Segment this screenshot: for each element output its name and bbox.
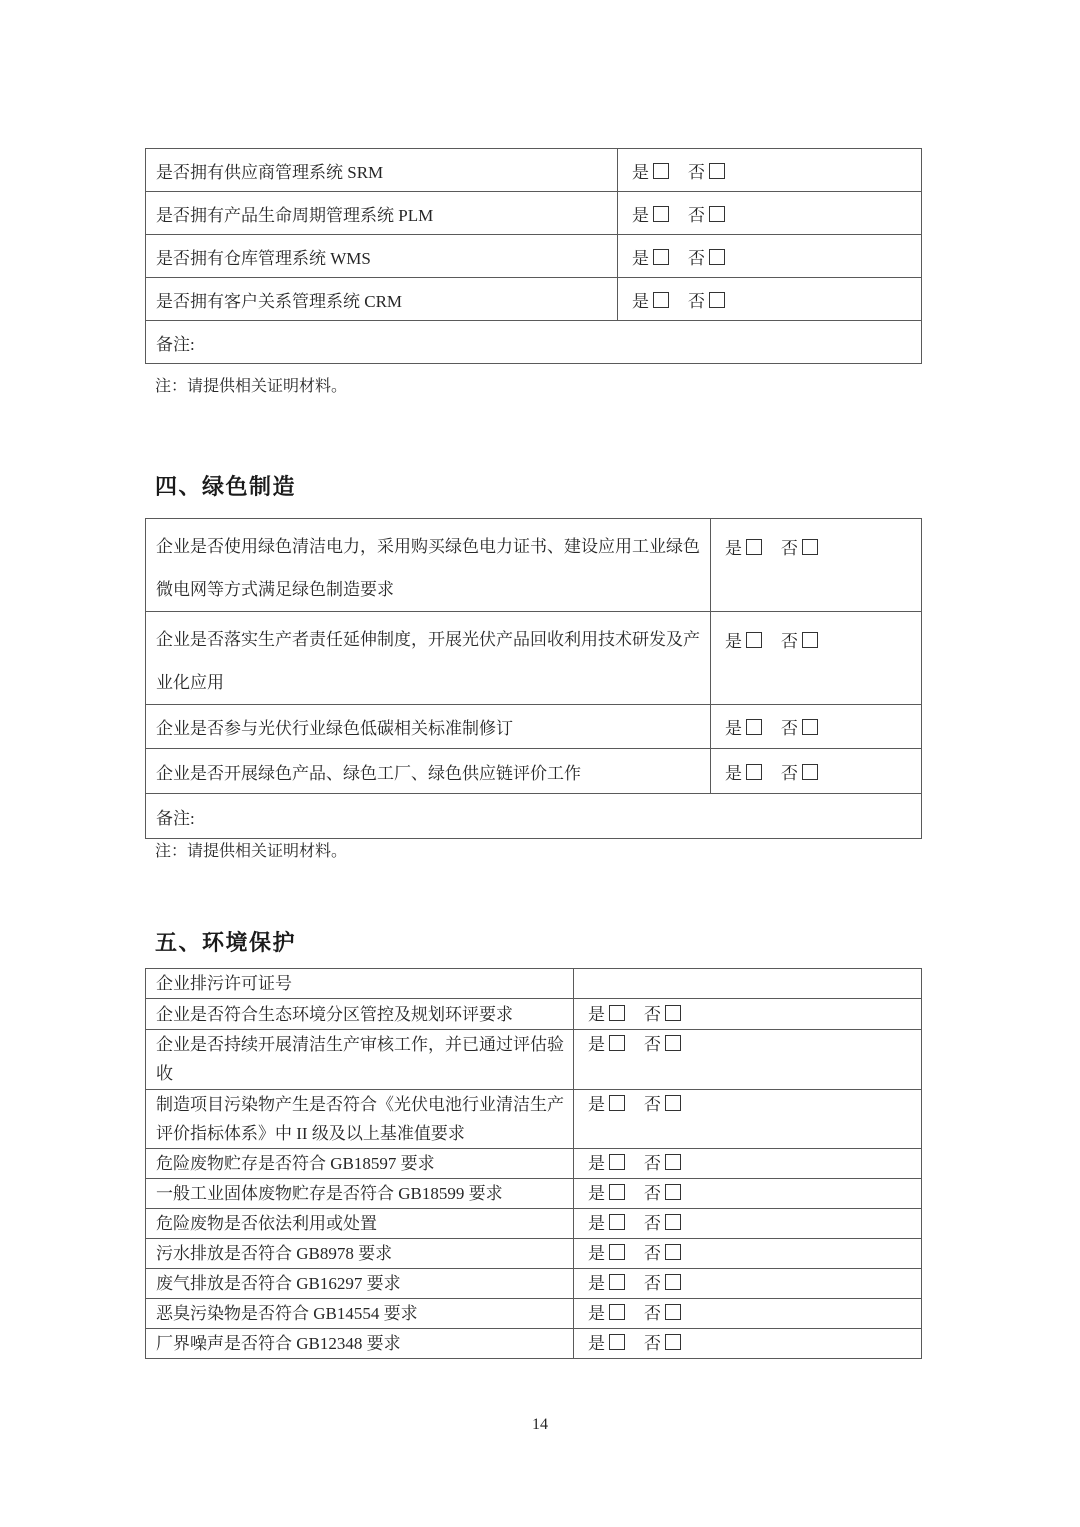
page-number: 14 [532,1416,548,1433]
no-label: 否 [688,162,705,182]
no-label: 否 [781,763,798,783]
table-row [146,192,922,235]
remark-cell[interactable]: 备注: [146,321,922,364]
no-option[interactable] [644,1095,681,1114]
yes-label: 是 [588,1304,605,1323]
yes-option[interactable] [588,1334,625,1353]
yes-option[interactable] [588,1154,625,1173]
yes-option[interactable] [632,206,669,225]
yes-option[interactable] [632,292,669,311]
table-row [146,1269,922,1299]
yes-option[interactable] [588,1304,625,1323]
no-label: 否 [688,248,705,268]
yes-option[interactable] [588,1244,625,1263]
yes-option[interactable] [725,719,762,738]
question-cell: 企业是否开展绿色产品、绿色工厂、绿色供应链评价工作 [146,749,711,794]
no-label: 否 [688,291,705,311]
no-option[interactable] [644,1154,681,1173]
yes-option[interactable] [725,539,762,558]
question-cell: 是否拥有客户关系管理系统 CRM [146,278,618,321]
section-heading-green: 四、绿色制造 [155,474,297,499]
answer-cell [711,749,922,794]
yes-label: 是 [588,1035,605,1054]
table-row [146,1329,922,1359]
yes-checkbox[interactable] [609,1334,625,1350]
yes-checkbox[interactable] [609,1304,625,1320]
yes-label: 是 [725,539,742,558]
yes-checkbox[interactable] [609,1184,625,1200]
answer-cell [574,1299,922,1329]
yes-label: 是 [588,1184,605,1203]
no-checkbox[interactable] [665,1274,681,1290]
no-checkbox[interactable] [802,764,818,780]
no-label: 否 [781,539,798,558]
yes-label: 是 [588,1274,605,1293]
yes-checkbox[interactable] [609,1154,625,1170]
answer-cell [574,1239,922,1269]
yes-label: 是 [725,719,742,738]
yes-label: 是 [725,763,742,783]
no-label: 否 [644,1274,661,1293]
yes-checkbox[interactable] [746,764,762,780]
no-option[interactable] [688,206,725,225]
yes-option[interactable] [725,632,762,651]
remark-row [146,321,922,364]
yes-checkbox[interactable] [653,292,669,308]
yes-label: 是 [632,291,649,311]
table-row [146,1299,922,1329]
no-checkbox[interactable] [665,1184,681,1200]
yes-checkbox[interactable] [609,1035,625,1051]
no-option[interactable] [688,163,725,182]
no-option[interactable] [688,249,725,268]
no-option[interactable] [781,539,818,558]
question-cell: 企业排污许可证号 [146,969,574,999]
green-manufacturing-table [145,518,922,839]
table-row [146,278,922,321]
table-row [146,612,922,705]
yes-label: 是 [588,1334,605,1353]
no-checkbox[interactable] [665,1214,681,1230]
yes-label: 是 [725,632,742,651]
no-label: 否 [644,1154,661,1173]
yes-checkbox[interactable] [609,1214,625,1230]
table-row [146,1239,922,1269]
question-cell: 恶臭污染物是否符合 GB14554 要求 [146,1299,574,1329]
table-row [146,705,922,749]
no-label: 否 [644,1334,661,1353]
question-cell: 企业是否持续开展清洁生产审核工作，并已通过评估验收 [146,1030,574,1090]
question-cell: 污水排放是否符合 GB8978 要求 [146,1239,574,1269]
no-option[interactable] [781,764,818,783]
answer-cell [618,278,922,321]
yes-label: 是 [588,1244,605,1263]
note-text: 注：请提供相关证明材料。 [155,378,348,395]
yes-label: 是 [632,248,649,268]
no-checkbox[interactable] [802,719,818,735]
no-checkbox[interactable] [709,292,725,308]
answer-cell [574,1090,922,1149]
remark-cell[interactable]: 备注: [146,794,922,839]
no-option[interactable] [644,1005,681,1024]
question-cell: 是否拥有供应商管理系统 SRM [146,149,618,192]
no-checkbox[interactable] [665,1304,681,1320]
no-option[interactable] [644,1035,681,1054]
table-row [146,235,922,278]
question-cell: 企业是否使用绿色清洁电力，采用购买绿色电力证书、建设应用工业绿色微电网等方式满足绿色制造要求 [146,519,711,612]
no-label: 否 [644,1304,661,1323]
table-row [146,1090,922,1149]
answer-cell [574,1179,922,1209]
no-label: 否 [781,632,798,651]
yes-option[interactable] [725,764,762,783]
environmental-protection-table [145,968,922,1359]
systems-table [145,148,922,364]
question-cell: 厂界噪声是否符合 GB12348 要求 [146,1329,574,1359]
no-checkbox[interactable] [802,539,818,555]
answer-cell [574,1269,922,1299]
question-cell: 是否拥有仓库管理系统 WMS [146,235,618,278]
yes-label: 是 [588,1214,605,1233]
table-row [146,149,922,192]
no-checkbox[interactable] [665,1005,681,1021]
yes-checkbox[interactable] [653,206,669,222]
yes-label: 是 [632,162,649,182]
yes-label: 是 [588,1095,605,1114]
yes-checkbox[interactable] [609,1244,625,1260]
no-option[interactable] [781,719,818,738]
no-option[interactable] [644,1274,681,1293]
answer-cell [574,1329,922,1359]
answer-cell [711,519,922,612]
yes-checkbox[interactable] [746,719,762,735]
table-row [146,1179,922,1209]
no-label: 否 [644,1004,661,1024]
answer-cell [711,612,922,705]
table-row [146,1209,922,1239]
question-cell: 企业是否符合生态环境分区管控及规划环评要求 [146,999,574,1030]
no-checkbox[interactable] [665,1244,681,1260]
table-row [146,519,922,612]
yes-checkbox[interactable] [653,163,669,179]
yes-option[interactable] [588,1214,625,1233]
answer-cell [574,1030,922,1090]
yes-label: 是 [588,1004,605,1024]
yes-option[interactable] [588,1274,625,1293]
yes-option[interactable] [632,163,669,182]
yes-option[interactable] [588,1095,625,1114]
no-checkbox[interactable] [802,632,818,648]
no-option[interactable] [644,1334,681,1353]
no-option[interactable] [644,1244,681,1263]
table-row [146,749,922,794]
no-checkbox[interactable] [665,1095,681,1111]
no-option[interactable] [644,1184,681,1203]
no-label: 否 [644,1095,661,1114]
answer-cell [618,192,922,235]
question-cell: 制造项目污染物产生是否符合《光伏电池行业清洁生产评价指标体系》中 II 级及以上基准值要求 [146,1090,574,1149]
no-checkbox[interactable] [665,1334,681,1350]
answer-cell [574,1149,922,1179]
yes-label: 是 [632,205,649,225]
no-label: 否 [644,1214,661,1233]
section-heading-env: 五、环境保护 [155,930,297,955]
no-label: 否 [644,1035,661,1054]
no-checkbox[interactable] [709,206,725,222]
question-cell: 一般工业固体废物贮存是否符合 GB18599 要求 [146,1179,574,1209]
no-checkbox[interactable] [709,249,725,265]
answer-cell [574,1209,922,1239]
yes-label: 是 [588,1154,605,1173]
no-checkbox[interactable] [709,163,725,179]
answer-cell [574,999,922,1030]
permit-number-field[interactable] [574,969,922,999]
yes-checkbox[interactable] [746,632,762,648]
yes-checkbox[interactable] [653,249,669,265]
table-row [146,1149,922,1179]
no-label: 否 [781,719,798,738]
no-checkbox[interactable] [665,1035,681,1051]
no-option[interactable] [688,292,725,311]
note-text: 注：请提供相关证明材料。 [155,843,348,860]
question-cell: 企业是否参与光伏行业绿色低碳相关标准制修订 [146,705,711,749]
no-label: 否 [644,1184,661,1203]
yes-checkbox[interactable] [609,1095,625,1111]
question-cell: 企业是否落实生产者责任延伸制度，开展光伏产品回收利用技术研发及产业化应用 [146,612,711,705]
no-option[interactable] [781,632,818,651]
yes-option[interactable] [632,249,669,268]
table-row [146,969,922,999]
no-option[interactable] [644,1304,681,1323]
question-cell: 废气排放是否符合 GB16297 要求 [146,1269,574,1299]
yes-option[interactable] [588,1184,625,1203]
yes-option[interactable] [588,1005,625,1024]
question-cell: 危险废物贮存是否符合 GB18597 要求 [146,1149,574,1179]
no-checkbox[interactable] [665,1154,681,1170]
question-cell: 危险废物是否依法利用或处置 [146,1209,574,1239]
yes-option[interactable] [588,1035,625,1054]
table-row [146,999,922,1030]
yes-checkbox[interactable] [746,539,762,555]
remark-row [146,794,922,839]
table-row [146,1030,922,1090]
no-option[interactable] [644,1214,681,1233]
answer-cell [618,149,922,192]
answer-cell [618,235,922,278]
yes-checkbox[interactable] [609,1005,625,1021]
no-label: 否 [644,1244,661,1263]
yes-checkbox[interactable] [609,1274,625,1290]
no-label: 否 [688,205,705,225]
question-cell: 是否拥有产品生命周期管理系统 PLM [146,192,618,235]
answer-cell [711,705,922,749]
